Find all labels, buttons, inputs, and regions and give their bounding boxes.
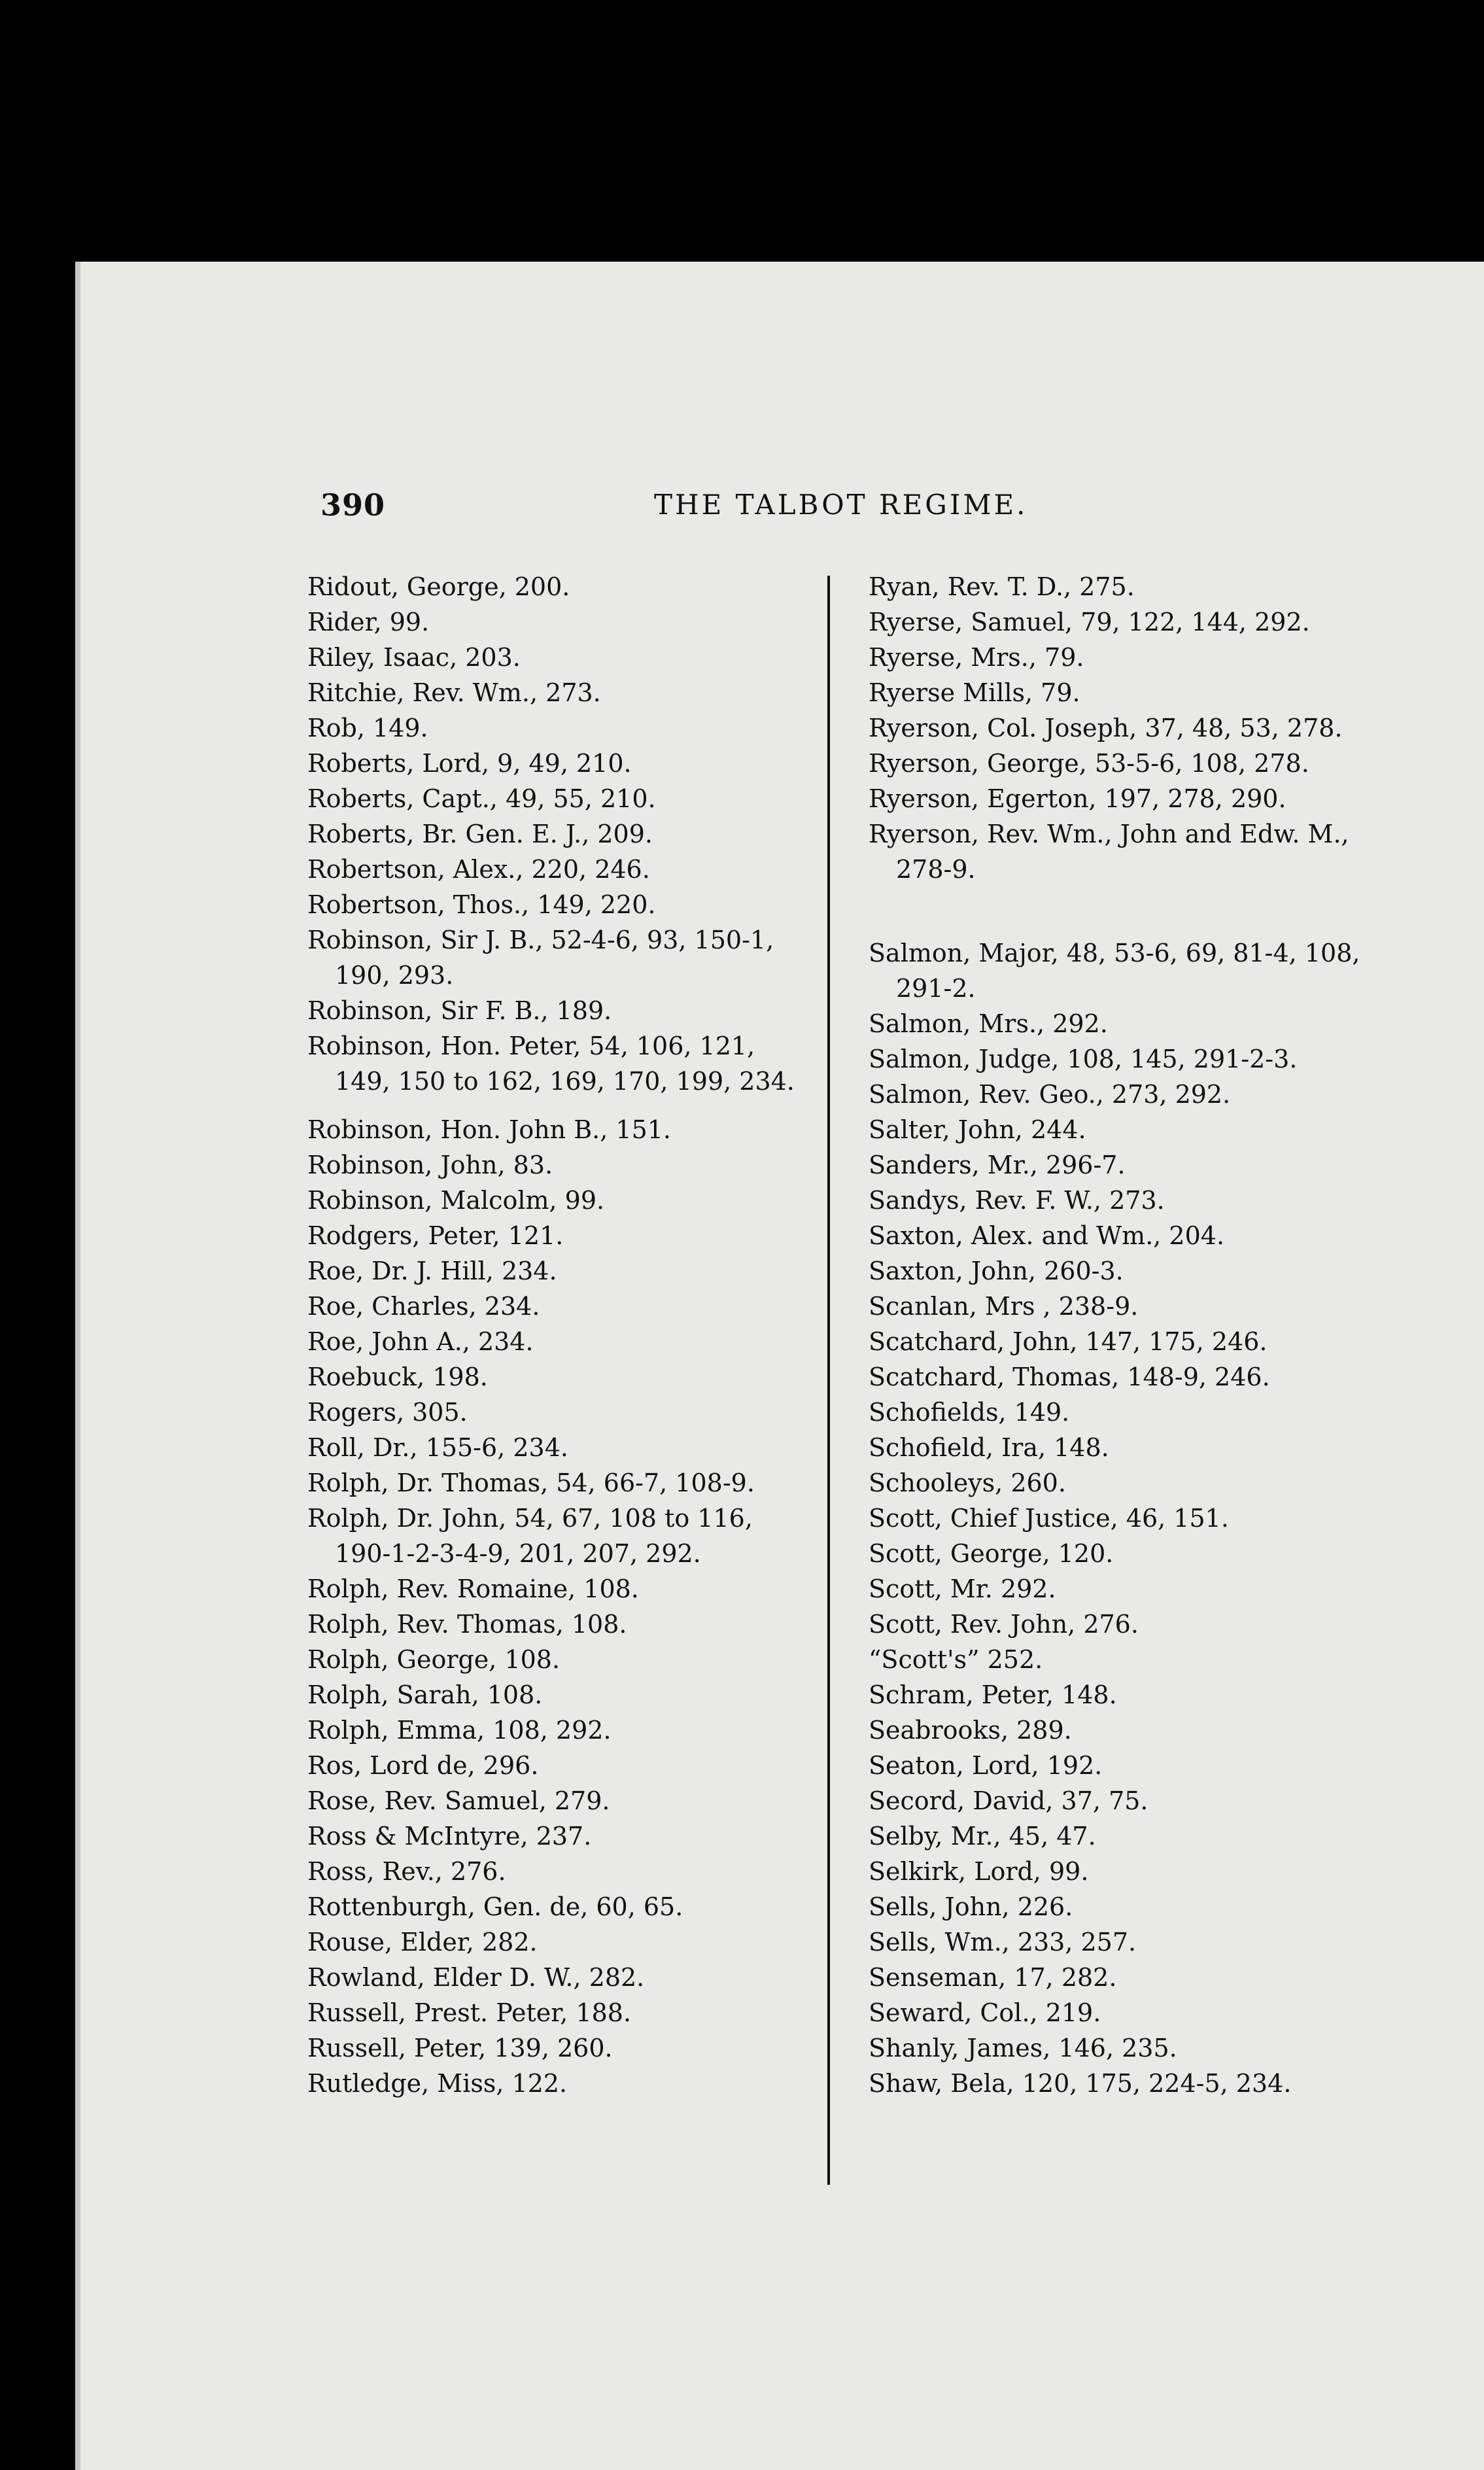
index-entry: Rogers, 305. xyxy=(307,1398,468,1427)
index-entry: Robinson, Malcolm, 99. xyxy=(307,1186,605,1215)
index-entry: Scott, Chief Justice, 46, 151. xyxy=(869,1504,1229,1533)
index-entry: Rolph, Rev. Romaine, 108. xyxy=(307,1574,639,1603)
index-entry: Roberts, Lord, 9, 49, 210. xyxy=(307,749,632,778)
index-entry: Roberts, Br. Gen. E. J., 209. xyxy=(307,820,653,848)
index-entry: Seward, Col., 219. xyxy=(869,1998,1101,2027)
index-entry: Ryerson, Col. Joseph, 37, 48, 53, 278. xyxy=(869,714,1343,742)
index-entry: Salmon, Major, 48, 53-6, 69, 81-4, 108, 291-2. xyxy=(869,939,1360,1003)
running-head: THE TALBOT REGIME. xyxy=(654,489,1028,521)
index-entry: Ryerson, George, 53-5-6, 108, 278. xyxy=(869,749,1309,778)
index-entry: Selkirk, Lord, 99. xyxy=(869,1857,1089,1886)
index-entry: Shaw, Bela, 120, 175, 224-5, 234. xyxy=(869,2069,1292,2098)
index-entry: Scanlan, Mrs , 238-9. xyxy=(869,1292,1139,1321)
index-entry: Schram, Peter, 148. xyxy=(869,1680,1117,1709)
column-divider xyxy=(827,576,830,2185)
index-entry: Rolph, Dr. Thomas, 54, 66-7, 108-9. xyxy=(307,1469,755,1497)
index-entry: Robinson, Hon. John B., 151. xyxy=(307,1115,672,1144)
index-entry: Schofields, 149. xyxy=(869,1398,1070,1427)
index-entry: Roe, Charles, 234. xyxy=(307,1292,540,1321)
index-entry: Scott, George, 120. xyxy=(869,1539,1114,1568)
index-entry: Ryerson, Egerton, 197, 278, 290. xyxy=(869,784,1286,813)
index-entry: Ross, Rev., 276. xyxy=(307,1857,506,1886)
index-entry: Salter, John, 244. xyxy=(869,1115,1086,1144)
index-entry: Shanly, James, 146, 235. xyxy=(869,2034,1177,2062)
index-entry: Rolph, Dr. John, 54, 67, 108 to 116, 190-1-2-3-4-9, 201, 207, 292. xyxy=(307,1504,753,1568)
index-entry: Ryerse Mills, 79. xyxy=(869,678,1080,707)
index-entry: Ros, Lord de, 296. xyxy=(307,1751,539,1780)
index-entry: Rolph, George, 108. xyxy=(307,1645,561,1674)
index-entry: Rutledge, Miss, 122. xyxy=(307,2069,568,2098)
index-entry: Ritchie, Rev. Wm., 273. xyxy=(307,678,601,707)
index-entry: Rodgers, Peter, 121. xyxy=(307,1221,564,1250)
page-number: 390 xyxy=(320,487,386,523)
index-entry: Rowland, Elder D. W., 282. xyxy=(307,1963,645,1992)
index-entry: Secord, David, 37, 75. xyxy=(869,1786,1148,1815)
index-entry: Robertson, Thos., 149, 220. xyxy=(307,890,656,919)
index-entry: Schooleys, 260. xyxy=(869,1469,1066,1497)
index-entry: Schofield, Ira, 148. xyxy=(869,1433,1109,1462)
index-entry: Sandys, Rev. F. W., 273. xyxy=(869,1186,1165,1215)
index-entry: Sells, Wm., 233, 257. xyxy=(869,1928,1137,1957)
index-entry: Rob, 149. xyxy=(307,714,428,742)
index-column-right xyxy=(869,569,1366,2101)
index-entry: Robinson, John, 83. xyxy=(307,1151,553,1179)
index-entry: Ross & McIntyre, 237. xyxy=(307,1822,592,1851)
index-entry: Ryerse, Mrs., 79. xyxy=(869,643,1084,672)
index-entry: Russell, Prest. Peter, 188. xyxy=(307,1998,632,2027)
index-entry: Rottenburgh, Gen. de, 60, 65. xyxy=(307,1892,683,1921)
index-entry: Salmon, Mrs., 292. xyxy=(869,1009,1108,1038)
index-entry: Robinson, Hon. Peter, 54, 106, 121, 149, 150 to 162, 169, 170, 199, 234. xyxy=(307,1032,795,1096)
index-entry: Scatchard, John, 147, 175, 246. xyxy=(869,1327,1268,1356)
index-entry: Ryerse, Samuel, 79, 122, 144, 292. xyxy=(869,608,1310,636)
index-entry: Ridout, George, 200. xyxy=(307,572,570,601)
index-entry: Rolph, Emma, 108, 292. xyxy=(307,1716,612,1745)
index-entry: Salmon, Judge, 108, 145, 291-2-3. xyxy=(869,1045,1298,1073)
index-entry: Selby, Mr., 45, 47. xyxy=(869,1822,1096,1851)
index-entry: Rolph, Sarah, 108. xyxy=(307,1680,543,1709)
index-entry: Salmon, Rev. Geo., 273, 292. xyxy=(869,1080,1231,1109)
index-entry: Rolph, Rev. Thomas, 108. xyxy=(307,1610,627,1639)
index-entry: Scatchard, Thomas, 148-9, 246. xyxy=(869,1363,1270,1391)
index-entry: Saxton, Alex. and Wm., 204. xyxy=(869,1221,1225,1250)
index-entry: Ryerson, Rev. Wm., John and Edw. M., 278-9. xyxy=(869,820,1349,884)
index-entry: Roebuck, 198. xyxy=(307,1363,488,1391)
index-entry: Roberts, Capt., 49, 55, 210. xyxy=(307,784,656,813)
index-entry: Scott, Mr. 292. xyxy=(869,1574,1056,1603)
index-entry: Rouse, Elder, 282. xyxy=(307,1928,538,1957)
index-entry: Roll, Dr., 155-6, 234. xyxy=(307,1433,568,1462)
index-entry: Rose, Rev. Samuel, 279. xyxy=(307,1786,610,1815)
index-entry: Roe, John A., 234. xyxy=(307,1327,534,1356)
index-column-left xyxy=(307,569,804,2101)
index-entry: “Scott's” 252. xyxy=(869,1645,1043,1674)
index-entry: Ryan, Rev. T. D., 275. xyxy=(869,572,1135,601)
index-entry: Senseman, 17, 282. xyxy=(869,1963,1117,1992)
index-entry: Russell, Peter, 139, 260. xyxy=(307,2034,613,2062)
index-entry: Robinson, Sir J. B., 52-4-6, 93, 150-1, 190, 293. xyxy=(307,926,774,990)
index-entry: Sells, John, 226. xyxy=(869,1892,1073,1921)
page-header xyxy=(320,487,1354,533)
index-entry: Roe, Dr. J. Hill, 234. xyxy=(307,1257,557,1285)
index-entry: Seabrooks, 289. xyxy=(869,1716,1072,1745)
index-entry: Robinson, Sir F. B., 189. xyxy=(307,996,612,1025)
index-entry: Riley, Isaac, 203. xyxy=(307,643,521,672)
index-entry: Rider, 99. xyxy=(307,608,430,636)
index-entry: Seaton, Lord, 192. xyxy=(869,1751,1103,1780)
index-entry: Scott, Rev. John, 276. xyxy=(869,1610,1139,1639)
index-entry: Sanders, Mr., 296-7. xyxy=(869,1151,1126,1179)
index-entry: Robertson, Alex., 220, 246. xyxy=(307,855,650,884)
index-entry: Saxton, John, 260-3. xyxy=(869,1257,1124,1285)
